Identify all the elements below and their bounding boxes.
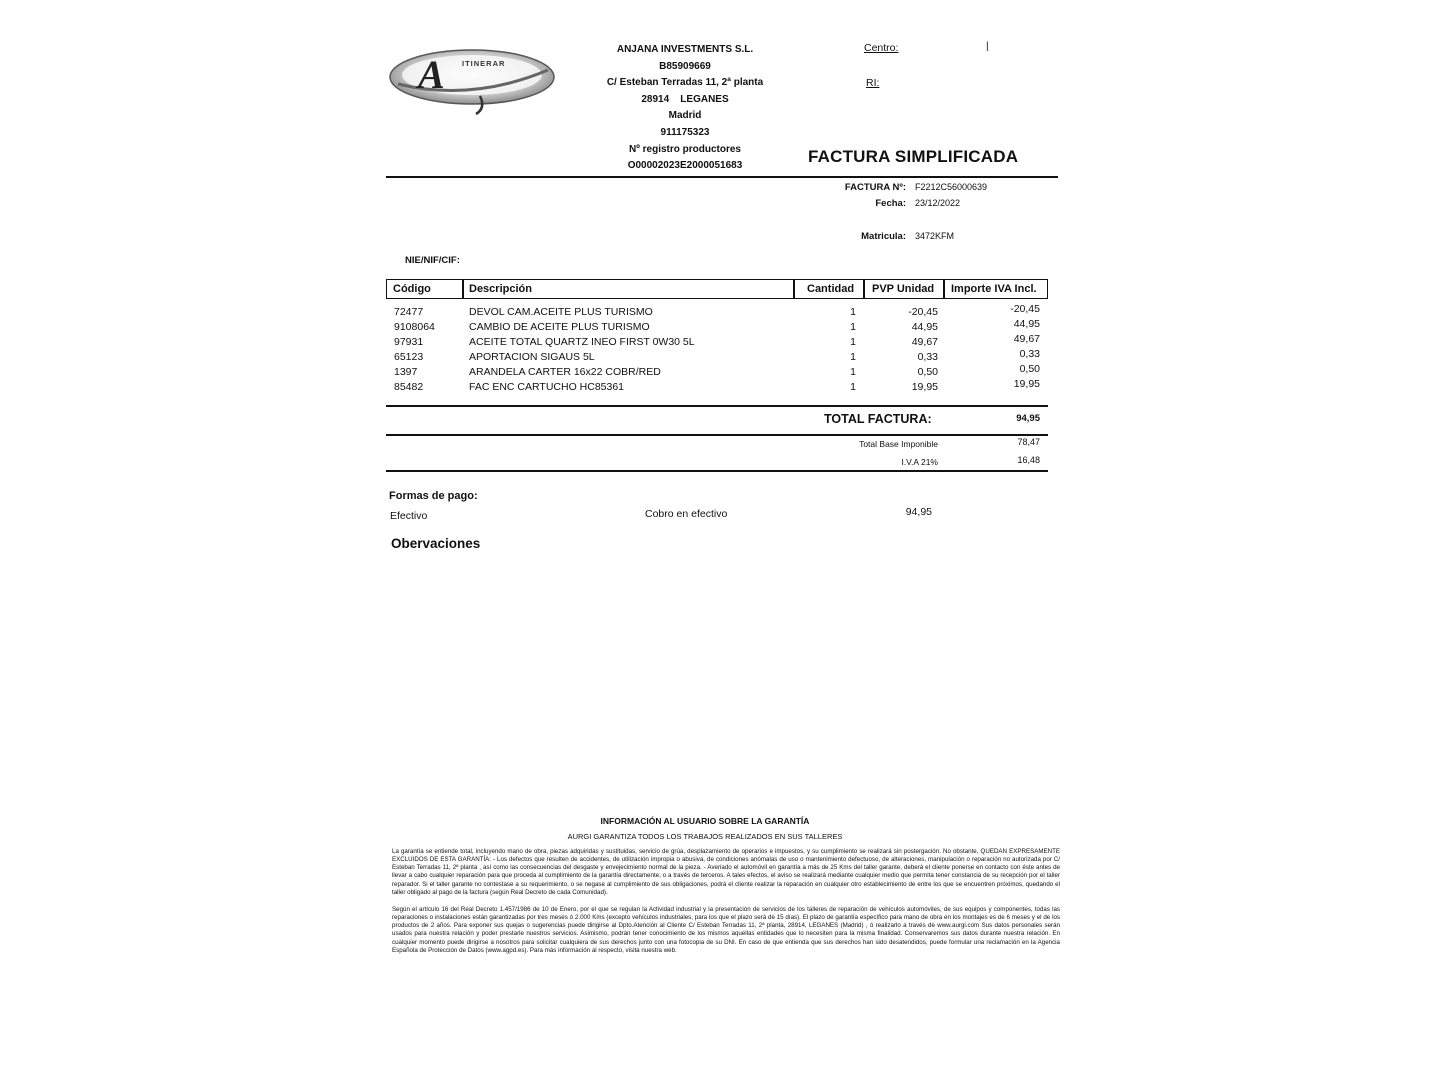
row-total: 44,95 <box>1013 318 1040 330</box>
row-total: 0,33 <box>1019 348 1040 360</box>
observations-title: Obervaciones <box>391 536 481 551</box>
col-quantity: Cantidad <box>807 283 855 295</box>
registry-label: Nº registro productores <box>628 143 741 155</box>
guarantee-paragraph: Según el artículo 16 del Real Decreto 1.457/1986 de 10 de Enero, por el que se regulan la Actividad industrial y la presentación de servicios de los talleres de reparación de vehículos automóviles, de sus equipos y componentes, todas las reparaciones o instalaciones están garantizadas por tres meses ó 2.000 Kms (excepto vehículos industriales, para los que el plazo será de 15 días). El plazo de garantía específico para mano de obra en los montajes es de 6 meses y el de los productos de 2 años. Para exponer sus quejas o sugerencias puede dirigirse al Dpto.Atención al Cliente C/ Esteban Terradas 11, 2ª planta, 28914, LEGANES (Madrid) , ó realizarlo a través de www.aurgi.com Sus datos personales serán usados para nuestra relación y poder prestarle nuestros servicios. Asimismo, podrán tener conocimiento de los mismos aquellas entidades que lo necesiten para la misma finalidad. Conservaremos sus datos durante nuestra relación. En cualquier momento puede dirigirse a nosotros para solicitar cualquiera de sus derechos junto con una fotocopia de su DNI. En caso de que entienda que sus derechos han sido desatendidos, puede formular una reclamación en la Agencia Española de Protección de Datos (www.agpd.es). Para más información al respecto, visita nuestra web. <box>392 905 1060 954</box>
payment-title: Formas de pago: <box>389 490 478 502</box>
table-row <box>386 378 1048 396</box>
payment-amount: 94,95 <box>905 506 932 518</box>
guarantee-title: INFORMACIÓN AL USUARIO SOBRE LA GARANTÍA <box>600 816 810 826</box>
row-quantity: 1 <box>850 306 856 318</box>
company-cif: B85909669 <box>659 60 711 72</box>
col-divider <box>793 279 795 299</box>
row-total: 0,50 <box>1019 363 1040 375</box>
iva-label: I.V.A 21% <box>901 457 938 467</box>
payment-description: Cobro en efectivo <box>645 508 728 520</box>
row-quantity: 1 <box>850 351 856 363</box>
row-total: 19,95 <box>1013 378 1040 390</box>
invoice-date-label: Fecha: <box>875 198 906 209</box>
company-postal-city <box>560 92 810 109</box>
row-unit-price: 0,33 <box>917 351 938 363</box>
company-name: ANJANA INVESTMENTS S.L. <box>616 44 754 55</box>
payment-method: Efectivo <box>390 510 428 522</box>
registry-number: O00002023E2000051683 <box>627 160 743 172</box>
logo-band-text: ITINERAR <box>462 59 506 68</box>
base-value: 78,47 <box>1017 437 1040 447</box>
company-phone: 911175323 <box>660 126 710 138</box>
row-description: ARANDELA CARTER 16x22 COBR/RED <box>469 366 661 378</box>
invoice-number: F2212C56000639 <box>915 182 988 192</box>
row-description: ACEITE TOTAL QUARTZ INEO FIRST 0W30 5L <box>469 336 695 348</box>
document-title: FACTURA SIMPLIFICADA <box>808 147 1019 166</box>
row-description: DEVOL CAM.ACEITE PLUS TURISMO <box>469 306 653 318</box>
row-code: 1397 <box>394 366 418 378</box>
company-address: C/ Esteban Terradas 11, 2ª planta <box>606 77 764 89</box>
row-quantity: 1 <box>850 381 856 393</box>
row-code: 65123 <box>394 351 424 363</box>
row-code: 85482 <box>394 381 424 393</box>
invoice-number-label: FACTURA Nº: <box>844 182 906 193</box>
row-quantity: 1 <box>850 366 856 378</box>
plate-label: Matricula: <box>861 231 906 242</box>
col-divider <box>462 279 464 299</box>
row-unit-price: 44,95 <box>911 321 938 333</box>
row-unit-price: -20,45 <box>908 306 938 318</box>
row-unit-price: 49,67 <box>911 336 938 348</box>
row-unit-price: 19,95 <box>911 381 938 393</box>
row-code: 9108064 <box>394 321 435 333</box>
table-row <box>386 333 1048 351</box>
table-row <box>386 363 1048 381</box>
total-label: TOTAL FACTURA: <box>824 412 932 426</box>
table-row <box>386 348 1048 366</box>
row-description: APORTACION SIGAUS 5L <box>469 351 595 363</box>
row-code: 72477 <box>394 306 424 318</box>
col-total: Importe IVA Incl. <box>951 283 1037 295</box>
table-row <box>386 303 1048 321</box>
logo-letter: A <box>418 52 445 97</box>
col-description: Descripción <box>469 283 532 295</box>
table-row <box>386 318 1048 336</box>
company-postal: 28914 <box>641 93 670 105</box>
invoice-date: 23/12/2022 <box>915 198 961 208</box>
totals-rule <box>386 434 1048 436</box>
guarantee-subtitle: AURGI GARANTIZA TODOS LOS TRABAJOS REALIZADOS EN SUS TALLERES <box>567 832 843 841</box>
ri-label: RI: <box>866 77 880 89</box>
total-value: 94,95 <box>1016 413 1040 424</box>
table-bottom-rule <box>386 405 1048 407</box>
nie-label: NIE/NIF/CIF: <box>405 255 460 266</box>
centro-label: Centro: <box>864 42 899 54</box>
totals-bottom-rule <box>386 470 1048 472</box>
header-divider <box>386 176 1058 178</box>
logo-graphic <box>388 44 560 116</box>
row-quantity: 1 <box>850 321 856 333</box>
row-unit-price: 0,50 <box>917 366 938 378</box>
col-divider <box>943 279 945 299</box>
centro-mark: | <box>986 41 989 52</box>
row-quantity: 1 <box>850 336 856 348</box>
col-code: Código <box>393 283 431 295</box>
row-total: 49,67 <box>1013 333 1040 345</box>
row-total: -20,45 <box>1010 303 1040 315</box>
row-description: CAMBIO DE ACEITE PLUS TURISMO <box>469 321 650 333</box>
col-unit-price: PVP Unidad <box>872 283 935 295</box>
base-label: Total Base Imponible <box>859 439 938 449</box>
col-divider <box>863 279 865 299</box>
guarantee-paragraph: La garantía se entiende total, incluyendo mano de obra, piezas adquiridas y sustituidas, servicio de grúa, desplazamiento de operarios e impuestos, y su cumplimiento se realizará sin postergación. No obstante, QUEDAN EXPRESAMENTE EXCLUIDOS DE ESTA GARANTÍA: - Los defectos que resulten de accidentes, de utilización impropia o abusiva, de condiciones anómalas de uso o mantenimiento defectuoso, de alteraciones, manipulación o reparación no autorizada por C/ Esteban Terradas 11, 2ª planta , así como las consecuencias del desgaste y envejecimiento normal de la pieza. - Averiado el automóvil en garantía a más de 25 Kms del taller garante, deberá el cliente ponerse en contacto con éste antes de llevar a cabo cualquier reparación para que proceda al cumplimiento de la garantía directamente, o a través de terceros. A tales efectos, el aviso se realizará mediante cualquier medio que permita tener constancia de su recepción por el taller reparador. Si el taller garante no contestase a su requerimiento, o se negase al cumplimiento de sus obligaciones, podrá el cliente realizar la reparación en cualquier otro establecimiento de entre los que se encuentren próximos, quedando el taller obligado al pago de la factura (según Real Decreto de cada Comunidad). <box>392 848 1060 896</box>
plate-number: 3472KFM <box>915 231 955 241</box>
company-logo <box>388 44 560 116</box>
company-province: Madrid <box>668 110 702 122</box>
iva-value: 16,48 <box>1017 455 1040 465</box>
row-description: FAC ENC CARTUCHO HC85361 <box>469 381 625 393</box>
row-code: 97931 <box>394 336 424 348</box>
company-city: LEGANES <box>680 93 729 105</box>
items-table-header <box>386 279 1048 299</box>
guarantee-body <box>392 848 1060 964</box>
company-info <box>560 42 810 175</box>
